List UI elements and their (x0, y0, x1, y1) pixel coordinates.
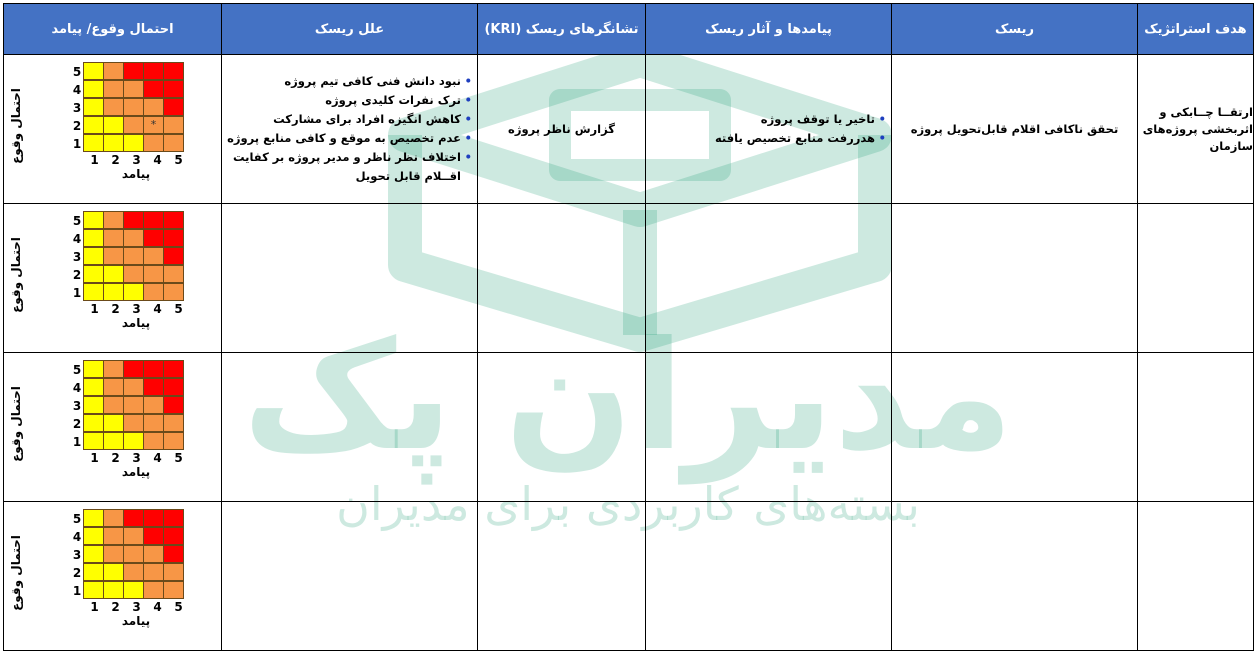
matrix-col-label: 3 (132, 302, 141, 316)
matrix-cell (83, 247, 104, 265)
list-item: • نبود دانش فنی کافی تیم پروژه (226, 72, 461, 91)
matrix-cell (103, 545, 124, 563)
matrix-col-label: 1 (90, 153, 99, 167)
matrix-cell (123, 432, 144, 450)
list-item: • تاخیر یا توقف پروژه (650, 110, 875, 129)
matrix-col-label: 3 (132, 600, 141, 614)
matrix-cell (123, 378, 144, 396)
matrix-cell (83, 98, 104, 116)
matrix-cell (143, 432, 164, 450)
risk-heatmap (70, 63, 189, 181)
matrix-cell (143, 378, 164, 396)
matrix-cell (163, 432, 184, 450)
matrix-row-label: 2 (72, 268, 82, 282)
matrix-cell (103, 414, 124, 432)
matrix-row-label: 3 (72, 101, 82, 115)
list-item: • کاهش انگیزه افراد برای مشارکت (226, 110, 461, 129)
matrix-col-label: 1 (90, 302, 99, 316)
matrix-col-label: 4 (153, 153, 162, 167)
matrix-row-label: 5 (72, 512, 82, 526)
matrix-cell (103, 229, 124, 247)
matrix-cell (123, 265, 144, 283)
matrix-cell (163, 283, 184, 301)
matrix-x-label: پیامد (121, 465, 151, 479)
matrix-cell (83, 62, 104, 80)
matrix-cell (103, 581, 124, 599)
matrix-cell (103, 563, 124, 581)
matrix-y-label: احتمال وقوع (9, 237, 23, 313)
matrix-cell (83, 581, 104, 599)
risk-heatmap (70, 361, 189, 479)
list-item: • عدم تخصیص به موقع و کافی منابع پروژه (226, 129, 461, 148)
matrix-cell (143, 134, 164, 152)
matrix-cell (123, 545, 144, 563)
risk-cell: تحقق ناکافی اقلام قابل‌تحویل پروژه (892, 55, 1138, 204)
matrix-cell (163, 360, 184, 378)
matrix-cell (83, 229, 104, 247)
matrix-col-label: 2 (111, 451, 120, 465)
list-item: • هدررفت منابع تخصیص یافته (650, 129, 875, 148)
matrix-cell (163, 80, 184, 98)
risk-register-table (3, 3, 1254, 651)
table-row (4, 502, 1254, 651)
matrix-cell (123, 509, 144, 527)
matrix-cell (103, 509, 124, 527)
matrix-cell (103, 265, 124, 283)
matrix-cell (143, 563, 164, 581)
risk-matrix-cell (4, 55, 222, 204)
matrix-row-label: 3 (72, 250, 82, 264)
matrix-cell (123, 98, 144, 116)
header-risk: ریسک (892, 4, 1138, 55)
header-probability: احتمال وقوع/ پیامد (4, 4, 222, 55)
matrix-x-label: پیامد (121, 316, 151, 330)
matrix-row-label: 3 (72, 548, 82, 562)
matrix-cell (123, 229, 144, 247)
header-consequences: پیامدها و آثار ریسک (646, 4, 892, 55)
matrix-col-label: 2 (111, 153, 120, 167)
matrix-cell (123, 134, 144, 152)
matrix-cell (123, 283, 144, 301)
header-kri: تشانگرهای ریسک (KRI) (478, 4, 646, 55)
matrix-y-label: احتمال وقوع (9, 535, 23, 611)
matrix-col-label: 5 (174, 600, 183, 614)
table-row (4, 55, 1254, 204)
matrix-cell (103, 116, 124, 134)
table-row (4, 204, 1254, 353)
matrix-cell (83, 283, 104, 301)
matrix-row-label: 5 (72, 214, 82, 228)
matrix-cell (163, 229, 184, 247)
watermark-subtitle: بسته‌های کاربردی برای مدیران (336, 477, 920, 531)
matrix-cell (163, 545, 184, 563)
matrix-cell (123, 80, 144, 98)
matrix-cell (163, 378, 184, 396)
matrix-cell (163, 563, 184, 581)
matrix-cell (83, 265, 104, 283)
matrix-cell (83, 378, 104, 396)
matrix-col-label: 1 (90, 600, 99, 614)
risk-matrix-cell (4, 204, 222, 353)
matrix-row-label: 1 (72, 435, 82, 449)
list-item: • اختلاف نظر ناظر و مدیر پروژه بر کفایت اقــلام قابل تحویل (226, 148, 461, 186)
matrix-cell (123, 211, 144, 229)
matrix-col-label: 1 (90, 451, 99, 465)
matrix-row-label: 2 (72, 417, 82, 431)
matrix-cell (163, 247, 184, 265)
matrix-col-label: 3 (132, 451, 141, 465)
matrix-cell (103, 378, 124, 396)
matrix-cell (123, 116, 144, 134)
matrix-row-label: 3 (72, 399, 82, 413)
matrix-x-label: پیامد (121, 167, 151, 181)
matrix-row-label: 1 (72, 137, 82, 151)
matrix-cell (83, 563, 104, 581)
matrix-cell (123, 62, 144, 80)
matrix-row-label: 4 (72, 83, 82, 97)
causes-cell (222, 55, 478, 204)
matrix-cell (83, 396, 104, 414)
risk-matrix-cell (4, 502, 222, 651)
matrix-col-label: 5 (174, 153, 183, 167)
matrix-row-label: 5 (72, 363, 82, 377)
matrix-cell (163, 581, 184, 599)
matrix-cell (103, 134, 124, 152)
matrix-cell (103, 527, 124, 545)
matrix-cell (143, 211, 164, 229)
matrix-cell (123, 396, 144, 414)
matrix-row-label: 5 (72, 65, 82, 79)
matrix-cell (103, 211, 124, 229)
matrix-cell (163, 134, 184, 152)
goal-cell: ارتقــا چــابکی و اثربخشی پروژه‌های سازمان (1138, 55, 1254, 204)
matrix-row-label: 2 (72, 119, 82, 133)
matrix-cell (103, 283, 124, 301)
consequences-cell (646, 55, 892, 204)
matrix-cell (123, 563, 144, 581)
matrix-col-label: 4 (153, 302, 162, 316)
list-item: • ترک نفرات کلیدی پروژه (226, 91, 461, 110)
matrix-row-label: 4 (72, 530, 82, 544)
header-goal: هدف استراتژیک (1138, 4, 1254, 55)
matrix-cell (123, 247, 144, 265)
matrix-cell (83, 432, 104, 450)
matrix-cell (103, 360, 124, 378)
matrix-cell (163, 62, 184, 80)
matrix-cell (123, 581, 144, 599)
matrix-cell (123, 527, 144, 545)
matrix-x-label: پیامد (121, 614, 151, 628)
header-causes: علل ریسک (222, 4, 478, 55)
matrix-col-label: 4 (153, 600, 162, 614)
risk-matrix-cell (4, 353, 222, 502)
matrix-cell (143, 581, 164, 599)
matrix-cell (143, 80, 164, 98)
watermark-title: مدیران پک (242, 310, 1014, 484)
matrix-cell (163, 527, 184, 545)
matrix-cell (83, 527, 104, 545)
kri-cell: گزارش ناظر پروژه (478, 55, 646, 204)
matrix-y-label: احتمال وقوع (9, 88, 23, 164)
matrix-cell: * (143, 116, 164, 134)
matrix-row-label: 1 (72, 584, 82, 598)
matrix-cell (83, 116, 104, 134)
matrix-col-label: 3 (132, 153, 141, 167)
matrix-y-label: احتمال وقوع (9, 386, 23, 462)
matrix-cell (143, 545, 164, 563)
matrix-cell (83, 80, 104, 98)
matrix-cell (143, 527, 164, 545)
matrix-cell (143, 62, 164, 80)
matrix-cell (103, 432, 124, 450)
matrix-cell (103, 80, 124, 98)
matrix-cell (143, 247, 164, 265)
matrix-cell (83, 414, 104, 432)
matrix-cell (143, 283, 164, 301)
matrix-cell (163, 116, 184, 134)
risk-heatmap (70, 212, 189, 330)
matrix-cell (163, 396, 184, 414)
matrix-cell (123, 360, 144, 378)
matrix-col-label: 2 (111, 302, 120, 316)
matrix-row-label: 4 (72, 232, 82, 246)
matrix-cell (163, 509, 184, 527)
matrix-col-label: 2 (111, 600, 120, 614)
matrix-col-label: 5 (174, 451, 183, 465)
matrix-cell (123, 414, 144, 432)
matrix-cell (143, 360, 164, 378)
matrix-cell (83, 545, 104, 563)
matrix-cell (143, 98, 164, 116)
matrix-cell (163, 211, 184, 229)
matrix-cell (103, 62, 124, 80)
matrix-cell (163, 265, 184, 283)
matrix-row-label: 2 (72, 566, 82, 580)
matrix-col-label: 5 (174, 302, 183, 316)
matrix-cell (83, 134, 104, 152)
matrix-row-label: 1 (72, 286, 82, 300)
table-row (4, 353, 1254, 502)
matrix-cell (103, 396, 124, 414)
matrix-cell (143, 396, 164, 414)
matrix-cell (83, 509, 104, 527)
matrix-cell (163, 98, 184, 116)
matrix-col-label: 4 (153, 451, 162, 465)
matrix-cell (103, 98, 124, 116)
risk-heatmap (70, 510, 189, 628)
matrix-cell (83, 360, 104, 378)
matrix-row-label: 4 (72, 381, 82, 395)
matrix-cell (143, 414, 164, 432)
matrix-cell (143, 265, 164, 283)
matrix-cell (103, 247, 124, 265)
matrix-cell (83, 211, 104, 229)
matrix-cell (143, 509, 164, 527)
matrix-cell (143, 229, 164, 247)
matrix-cell (163, 414, 184, 432)
